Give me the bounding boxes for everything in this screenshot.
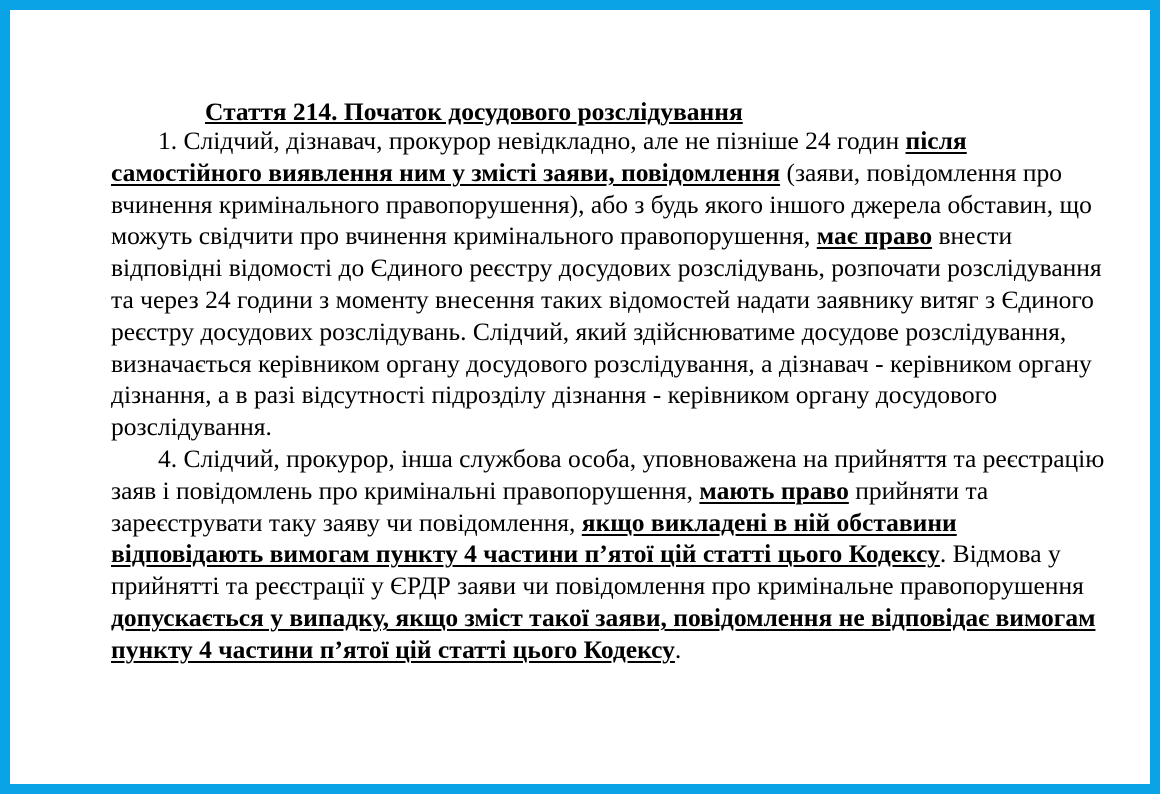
emphasized-text: після самостійного виявлення ним у змісті заяви, повідомлення bbox=[111, 126, 967, 187]
body-text: . bbox=[674, 634, 682, 664]
article-paragraph-1 bbox=[111, 125, 1111, 443]
emphasized-text: якщо викладені в ній обставини відповідають вимогам пункту 4 частини п’ятої цій статті цього Кодексу bbox=[111, 507, 957, 569]
emphasized-text: допускається у випадку, якщо зміст такої заяви, повідомлення не відповідає вимогам пункту 4 частини п’ятої цій статті цього Кодексу bbox=[111, 602, 1096, 664]
body-text: 1. Слідчий, дізнавач, прокурор невідкладно, але не пізніше 24 годин bbox=[158, 126, 906, 155]
body-text: прийняти та зареєструвати таку заяву чи повідомлення, bbox=[111, 475, 989, 537]
emphasized-text: має право bbox=[816, 221, 933, 251]
article-body bbox=[111, 98, 1111, 666]
article-title: Стаття 214. Початок досудового розслідування bbox=[205, 97, 743, 126]
emphasized-text: мають право bbox=[699, 475, 849, 505]
body-text: внести відповідні відомості до Єдиного реєстру досудових розслідувань, розпочати розслідування та через 24 години з моменту внесення таких відомостей надати заявнику витяг з Єдиного реєстру досудових розслідувань. Слідчий, який здійснюватиме досудове розслідування, визначається керівником органу досудового розслідування, а дізнавач - керівником органу дізнання, а в разі відсутності підрозділу дізнання - керівником органу досудового розслідування. bbox=[111, 221, 1102, 442]
body-text: 4. Слідчий, прокурор, інша службова особа, уповноважена на прийняття та реєстрацію заяв і повідомлень про кримінальні правопорушення, bbox=[111, 443, 1105, 505]
article-paragraph-4 bbox=[111, 443, 1111, 666]
body-text: (заяви, повідомлення про вчинення кримінального правопорушення), або з будь якого іншого джерела обставин, що можуть свідчити про вчинення кримінального правопорушення, bbox=[111, 157, 1092, 251]
body-text: . Відмова у прийнятті та реєстрації у ЄРДР заяви чи повідомлення про кримінальне правопорушення bbox=[111, 539, 1084, 601]
